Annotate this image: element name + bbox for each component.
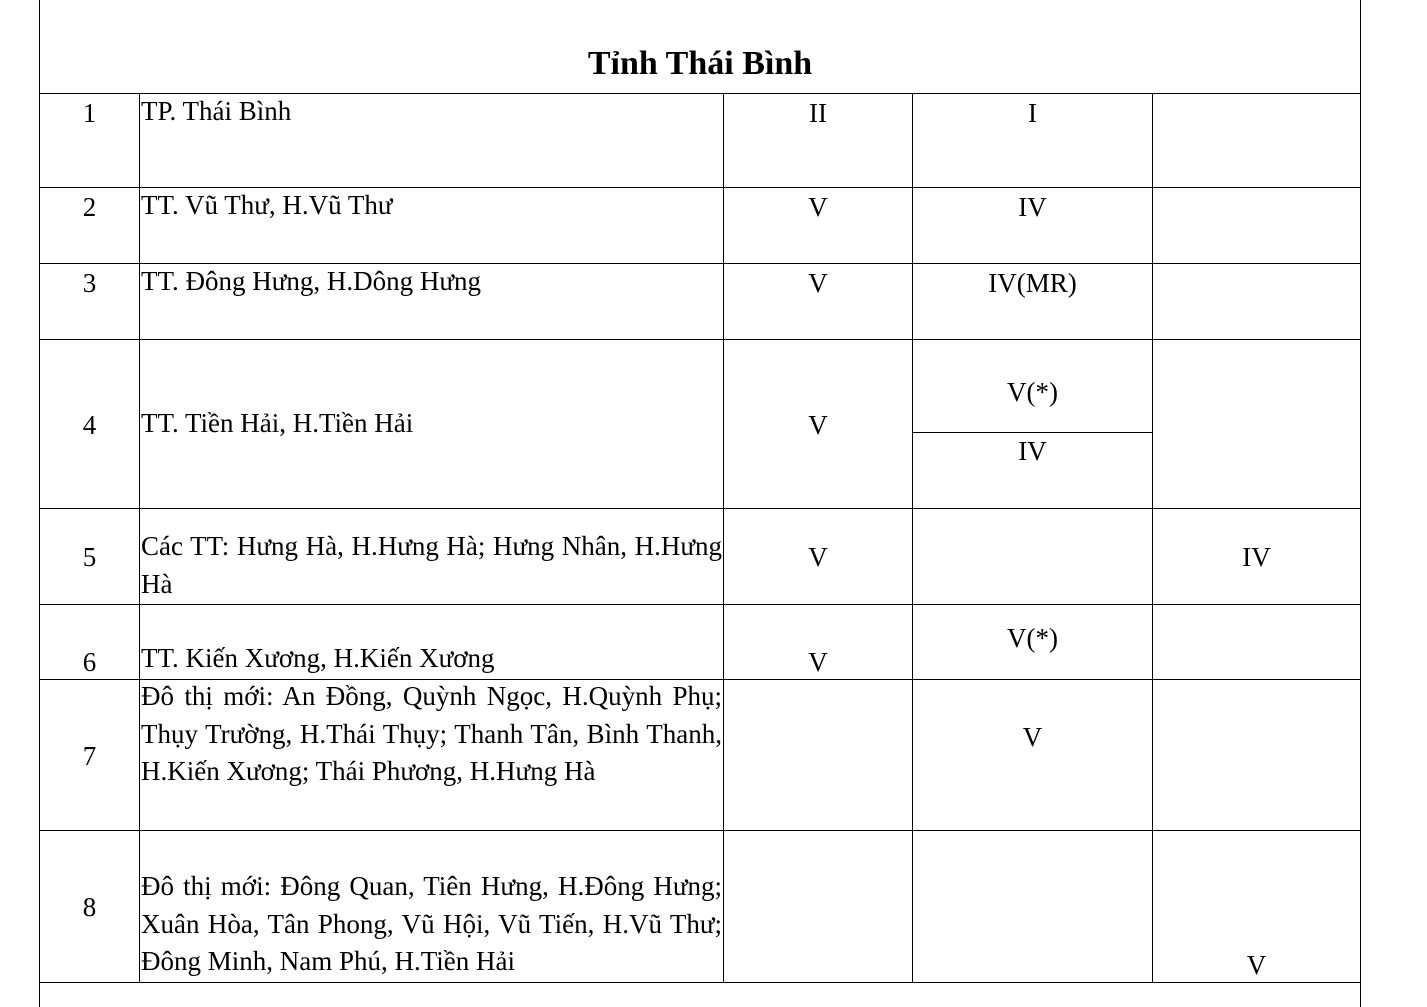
row-number: 8 [82,892,97,922]
row-col3: IV [1018,192,1047,222]
border-left [39,0,40,1007]
row-number: 5 [82,542,97,572]
row-divider [39,339,1361,340]
border-right [1360,0,1361,1007]
row-name: Đô thị mới: An Đồng, Quỳnh Ngọc, H.Quỳnh Phụ; Thụy Trường, H.Thái Thụy; Thanh Tân, Bình Thanh, H.Kiến Xương; Thái Phương, H.Hưng Hà [141,681,722,786]
row-number: 7 [82,741,97,771]
row-name: Đô thị mới: Đông Quan, Tiên Hưng, H.Đông Hưng; Xuân Hòa, Tân Phong, Vũ Hội, Vũ Tiến, H.Vũ Thư; Đông Minh, Nam Phú, H.Tiền Hải [141,871,722,976]
row-col2: V [808,542,828,572]
row-divider [39,508,1361,509]
col-divider-1 [139,93,140,982]
row-col3-bottom: IV [1018,436,1047,466]
row-name: TT. Vũ Thư, H.Vũ Thư [141,190,393,220]
row-col2: V [808,410,828,440]
row-name: Các TT: Hưng Hà, H.Hưng Hà; Hưng Nhân, H.Hưng Hà [141,531,722,599]
row-col2: V [808,192,828,222]
row-number: 6 [82,647,97,677]
table-title: Tỉnh Thái Bình [587,45,813,82]
row-col3: V [1022,722,1043,752]
row-col3-top: V(*) [1007,377,1058,407]
row-name: TT. Kiến Xương, H.Kiến Xương [141,643,495,673]
row-col3: IV(MR) [988,268,1077,298]
row-number: 4 [82,410,97,440]
row-col4: IV [1242,542,1271,572]
row-col2: V [808,268,828,298]
col-divider-3 [912,93,913,982]
row-col2: V [808,647,828,677]
row-number: 1 [82,98,97,128]
row-name: TT. Đông Hưng, H.Dông Hưng [141,266,481,296]
row-divider [39,604,1361,605]
row-col3: V(*) [1007,623,1058,653]
row-col3: I [1028,98,1037,128]
row-col4: V [1246,950,1267,980]
row-number: 2 [82,192,97,222]
row-number: 3 [82,268,97,298]
row-divider [39,830,1361,831]
row-name: TT. Tiền Hải, H.Tiền Hải [141,408,414,438]
row-name: TP. Thái Bình [141,96,292,126]
row-col2: II [809,98,827,128]
